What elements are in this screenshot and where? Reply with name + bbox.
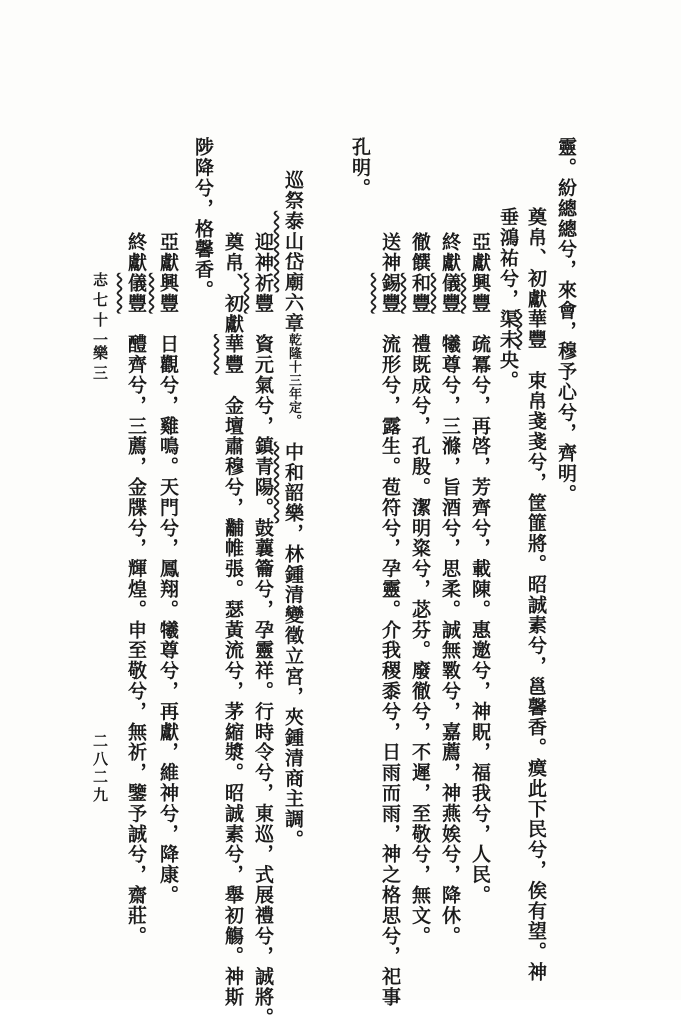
column-text <box>282 421 304 441</box>
inline-note: 乾隆十三年定。 <box>286 333 301 422</box>
text-column <box>282 170 304 850</box>
text-column <box>252 232 274 1028</box>
text-column <box>157 232 179 905</box>
column-text: 徹饌 <box>409 232 431 273</box>
column-text: 孔明。 <box>349 137 371 199</box>
column-text: 禮既成兮，孔殷。潔明粢兮，苾芬。廢徹兮，不遲，至敬兮，無文。 <box>409 313 431 947</box>
text-column <box>555 137 577 504</box>
text-column <box>409 232 431 946</box>
text-column <box>379 232 401 1007</box>
column-text: 迎神 <box>252 232 274 273</box>
text-column <box>222 232 244 1007</box>
column-text: 金壇肅穆兮，黼帷張。瑟黃流兮，茅縮漿。昭誠素兮，舉初觴。神斯 <box>222 374 244 1008</box>
column-text: 垂鴻祐兮，渠未央。 <box>497 207 519 391</box>
column-text: 日觀兮，雞鳴。天門兮，鳳翔。犧尊兮，再獻，維神兮，降康。 <box>157 313 179 906</box>
column-text: 終獻 <box>125 232 147 273</box>
text-column <box>125 232 147 946</box>
column-text: 靈。紛總總兮，來會，穆予心兮，齊明。 <box>555 137 577 505</box>
name-underlined: 儀豐 <box>439 272 461 314</box>
column-text: 疏冪兮，再啓，芳齊兮，載陳。惠邀兮，神貺，福我兮，人民。 <box>469 313 491 906</box>
column-text: 終獻 <box>439 232 461 273</box>
text-column <box>192 137 214 300</box>
column-text: 奠帛、初獻 <box>222 232 244 334</box>
footer-volume: 志七十一 <box>91 272 109 352</box>
text-column <box>349 137 371 198</box>
column-text: 犧尊兮，三滌，旨酒兮，思柔。誠無斁兮，嘉薦，神燕娭兮，降休。 <box>439 313 461 947</box>
footer-section: 樂三 <box>91 345 109 385</box>
name-underlined: 華豐 <box>222 334 244 375</box>
text-column <box>439 232 461 946</box>
text-column <box>497 207 519 391</box>
column-text: 醴齊兮，三薦，金牒兮，輝煌。申至敬兮，無祈，鑒予誠兮，齋莊。 <box>125 313 147 947</box>
text-column <box>525 207 547 982</box>
name-underlined: 儀豐 <box>125 272 147 314</box>
column-text: 亞獻 <box>157 232 179 273</box>
name-underlined: 和豐 <box>409 272 431 314</box>
column-text: 資元氣兮，鎮青陽。鼓蘘籥兮，孕靈祥。行時令兮，東巡，式展禮兮，誠將。 <box>252 313 274 1028</box>
column-text: 奠帛、初獻 <box>525 207 547 309</box>
column-text: 送神 <box>379 232 401 273</box>
name-underlined: 祈豐 <box>252 272 274 314</box>
column-text: 亞獻 <box>469 232 491 273</box>
page-number: 二八二九 <box>91 733 109 805</box>
name-underlined: 興豐 <box>469 272 491 314</box>
text-column <box>469 232 491 905</box>
name-underlined: 興豐 <box>157 272 179 314</box>
name-underlined: 華豐 <box>525 309 547 350</box>
name-underlined: 中和韶樂 <box>282 441 304 524</box>
column-text: 束帛戔戔兮，筐篚將。昭誠素兮，邕馨香。瘼此下民兮，俟有望。神 <box>525 349 547 983</box>
column-text: 六章 <box>282 292 304 334</box>
name-underlined: 泰山岱廟 <box>282 210 304 293</box>
column-text: ，林鍾清變徵立宮，夾鍾清商主調。 <box>282 523 304 850</box>
column-text: 巡祭 <box>282 170 304 211</box>
column-text: 流形兮，露生。苞符兮，孕靈。介我稷黍兮，日雨而雨，神之格思兮，祀事 <box>379 313 401 1008</box>
name-underlined: 錫豐 <box>379 272 401 314</box>
column-text: 陟降兮，格馨香。 <box>192 137 214 301</box>
